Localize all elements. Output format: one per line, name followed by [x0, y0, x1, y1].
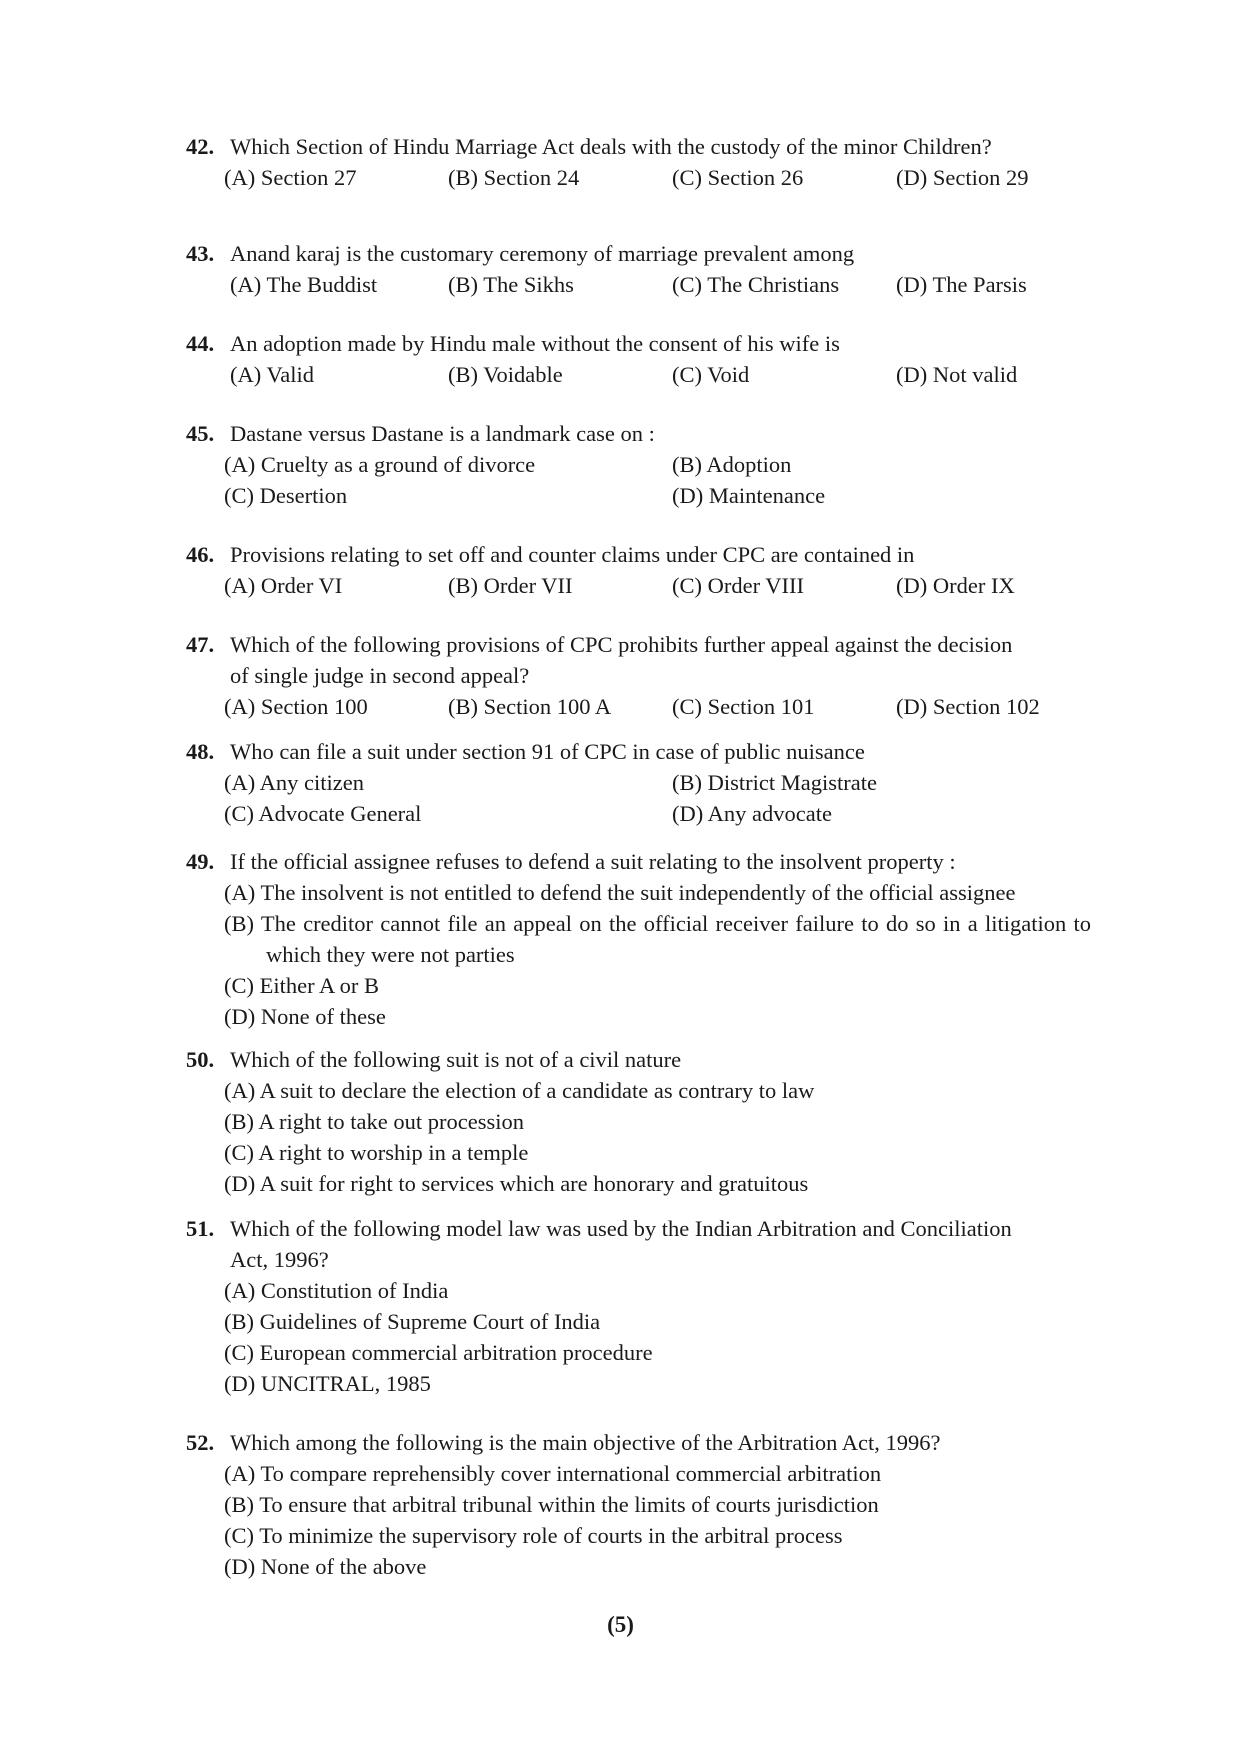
question-number: 48. — [186, 739, 215, 764]
option-b: (B) A right to take out procession — [224, 1109, 524, 1134]
question-43 — [186, 238, 1091, 300]
question-text: Anand karaj is the customary ceremony of marriage prevalent among — [230, 241, 855, 266]
question-number: 44. — [186, 331, 215, 356]
question-text-continued: Act, 1996? — [230, 1247, 329, 1272]
option-c: (C) Either A or B — [224, 973, 379, 998]
options-row — [186, 798, 1091, 829]
option-d: (D) Order IX — [896, 573, 1015, 598]
option-d: (D) A suit for right to services which are honorary and gratuitous — [224, 1171, 809, 1196]
option-a: (A) To compare reprehensibly cover international commercial arbitration — [224, 1461, 882, 1486]
option-a: (A) Constitution of India — [224, 1278, 449, 1303]
option-a: (A) A suit to declare the election of a candidate as contrary to law — [224, 1078, 815, 1103]
question-text-continued: of single judge in second appeal? — [230, 663, 530, 688]
option-a: (A) Cruelty as a ground of divorce — [224, 452, 536, 477]
option-c: (C) Advocate General — [224, 801, 422, 826]
question-46 — [186, 539, 1091, 601]
options-row — [186, 359, 1091, 390]
options-row — [186, 570, 1091, 601]
option-d: (D) Section 102 — [896, 694, 1040, 719]
options-list — [186, 1075, 1091, 1199]
question-48 — [186, 736, 1091, 829]
option-b: (B) Guidelines of Supreme Court of India — [224, 1309, 601, 1334]
options-row — [186, 269, 1091, 300]
question-number: 42. — [186, 134, 215, 159]
question-44 — [186, 328, 1091, 390]
option-c: (C) Desertion — [224, 483, 348, 508]
question-number: 45. — [186, 421, 215, 446]
question-text: Which of the following provisions of CPC prohibits further appeal against the decision — [230, 632, 1013, 657]
option-a: (A) Section 27 — [224, 165, 357, 190]
option-c: (C) Section 101 — [672, 694, 815, 719]
option-b: (B) Order VII — [448, 573, 573, 598]
options-row — [186, 449, 1091, 480]
option-c: (C) To minimize the supervisory role of courts in the arbitral process — [224, 1523, 843, 1548]
option-a: (A) The Buddist — [230, 272, 378, 297]
question-45 — [186, 418, 1091, 511]
option-b: (B) To ensure that arbitral tribunal within the limits of courts jurisdiction — [224, 1492, 879, 1517]
option-d: (D) None of these — [224, 1004, 386, 1029]
question-number: 52. — [186, 1430, 215, 1455]
option-b: (B) Section 24 — [448, 165, 580, 190]
question-47 — [186, 629, 1091, 722]
options-row — [186, 691, 1091, 722]
option-d: (D) Any advocate — [672, 801, 832, 826]
question-text: An adoption made by Hindu male without the consent of his wife is — [230, 331, 840, 356]
option-b: (B) Section 100 A — [448, 694, 612, 719]
option-d: (D) None of the above — [224, 1554, 427, 1579]
question-number: 50. — [186, 1047, 215, 1072]
option-c: (C) Order VIII — [672, 573, 805, 598]
question-number: 49. — [186, 849, 215, 874]
option-c: (C) European commercial arbitration procedure — [224, 1340, 653, 1365]
option-a: (A) The insolvent is not entitled to defend the suit independently of the official assignee — [224, 880, 1016, 905]
options-list — [186, 877, 1091, 1032]
options-list — [186, 1458, 1091, 1582]
question-49 — [186, 846, 1091, 1032]
option-c: (C) Void — [672, 362, 750, 387]
question-text: Which of the following suit is not of a civil nature — [230, 1047, 682, 1072]
option-b: (B) District Magistrate — [672, 770, 877, 795]
question-52 — [186, 1427, 1091, 1582]
question-50 — [186, 1044, 1091, 1199]
question-number: 43. — [186, 241, 215, 266]
options-list — [186, 1275, 1091, 1399]
question-text: Who can file a suit under section 91 of CPC in case of public nuisance — [230, 739, 865, 764]
option-d: (D) The Parsis — [896, 272, 1027, 297]
question-42 — [186, 131, 1091, 193]
option-c: (C) The Christians — [672, 272, 840, 297]
option-c: (C) A right to worship in a temple — [224, 1140, 529, 1165]
option-d: (D) Maintenance — [672, 483, 826, 508]
option-b: (B) The creditor cannot file an appeal on the official receiver failure to do so in a litigation to which they were not parties — [224, 911, 1091, 967]
option-d: (D) Not valid — [896, 362, 1018, 387]
page-number: (5) — [607, 1612, 634, 1637]
option-b: (B) Voidable — [448, 362, 563, 387]
option-d: (D) Section 29 — [896, 165, 1029, 190]
question-text: Dastane versus Dastane is a landmark case on : — [230, 421, 655, 446]
option-a: (A) Valid — [230, 362, 314, 387]
question-text: If the official assignee refuses to defend a suit relating to the insolvent property : — [230, 849, 956, 874]
option-a: (A) Any citizen — [224, 770, 364, 795]
question-number: 47. — [186, 632, 215, 657]
option-a: (A) Order VI — [224, 573, 343, 598]
options-row — [186, 767, 1091, 798]
option-a: (A) Section 100 — [224, 694, 368, 719]
options-row — [186, 480, 1091, 511]
question-text: Provisions relating to set off and counter claims under CPC are contained in — [230, 542, 915, 567]
option-b: (B) Adoption — [672, 452, 792, 477]
question-number: 51. — [186, 1216, 215, 1241]
question-text: Which Section of Hindu Marriage Act deals with the custody of the minor Children? — [230, 134, 992, 159]
question-text: Which among the following is the main objective of the Arbitration Act, 1996? — [230, 1430, 941, 1455]
options-row — [186, 162, 1091, 193]
question-text: Which of the following model law was used by the Indian Arbitration and Conciliation — [230, 1216, 1012, 1241]
option-c: (C) Section 26 — [672, 165, 804, 190]
question-51 — [186, 1213, 1091, 1399]
option-d: (D) UNCITRAL, 1985 — [224, 1371, 431, 1396]
option-b: (B) The Sikhs — [448, 272, 574, 297]
question-number: 46. — [186, 542, 215, 567]
